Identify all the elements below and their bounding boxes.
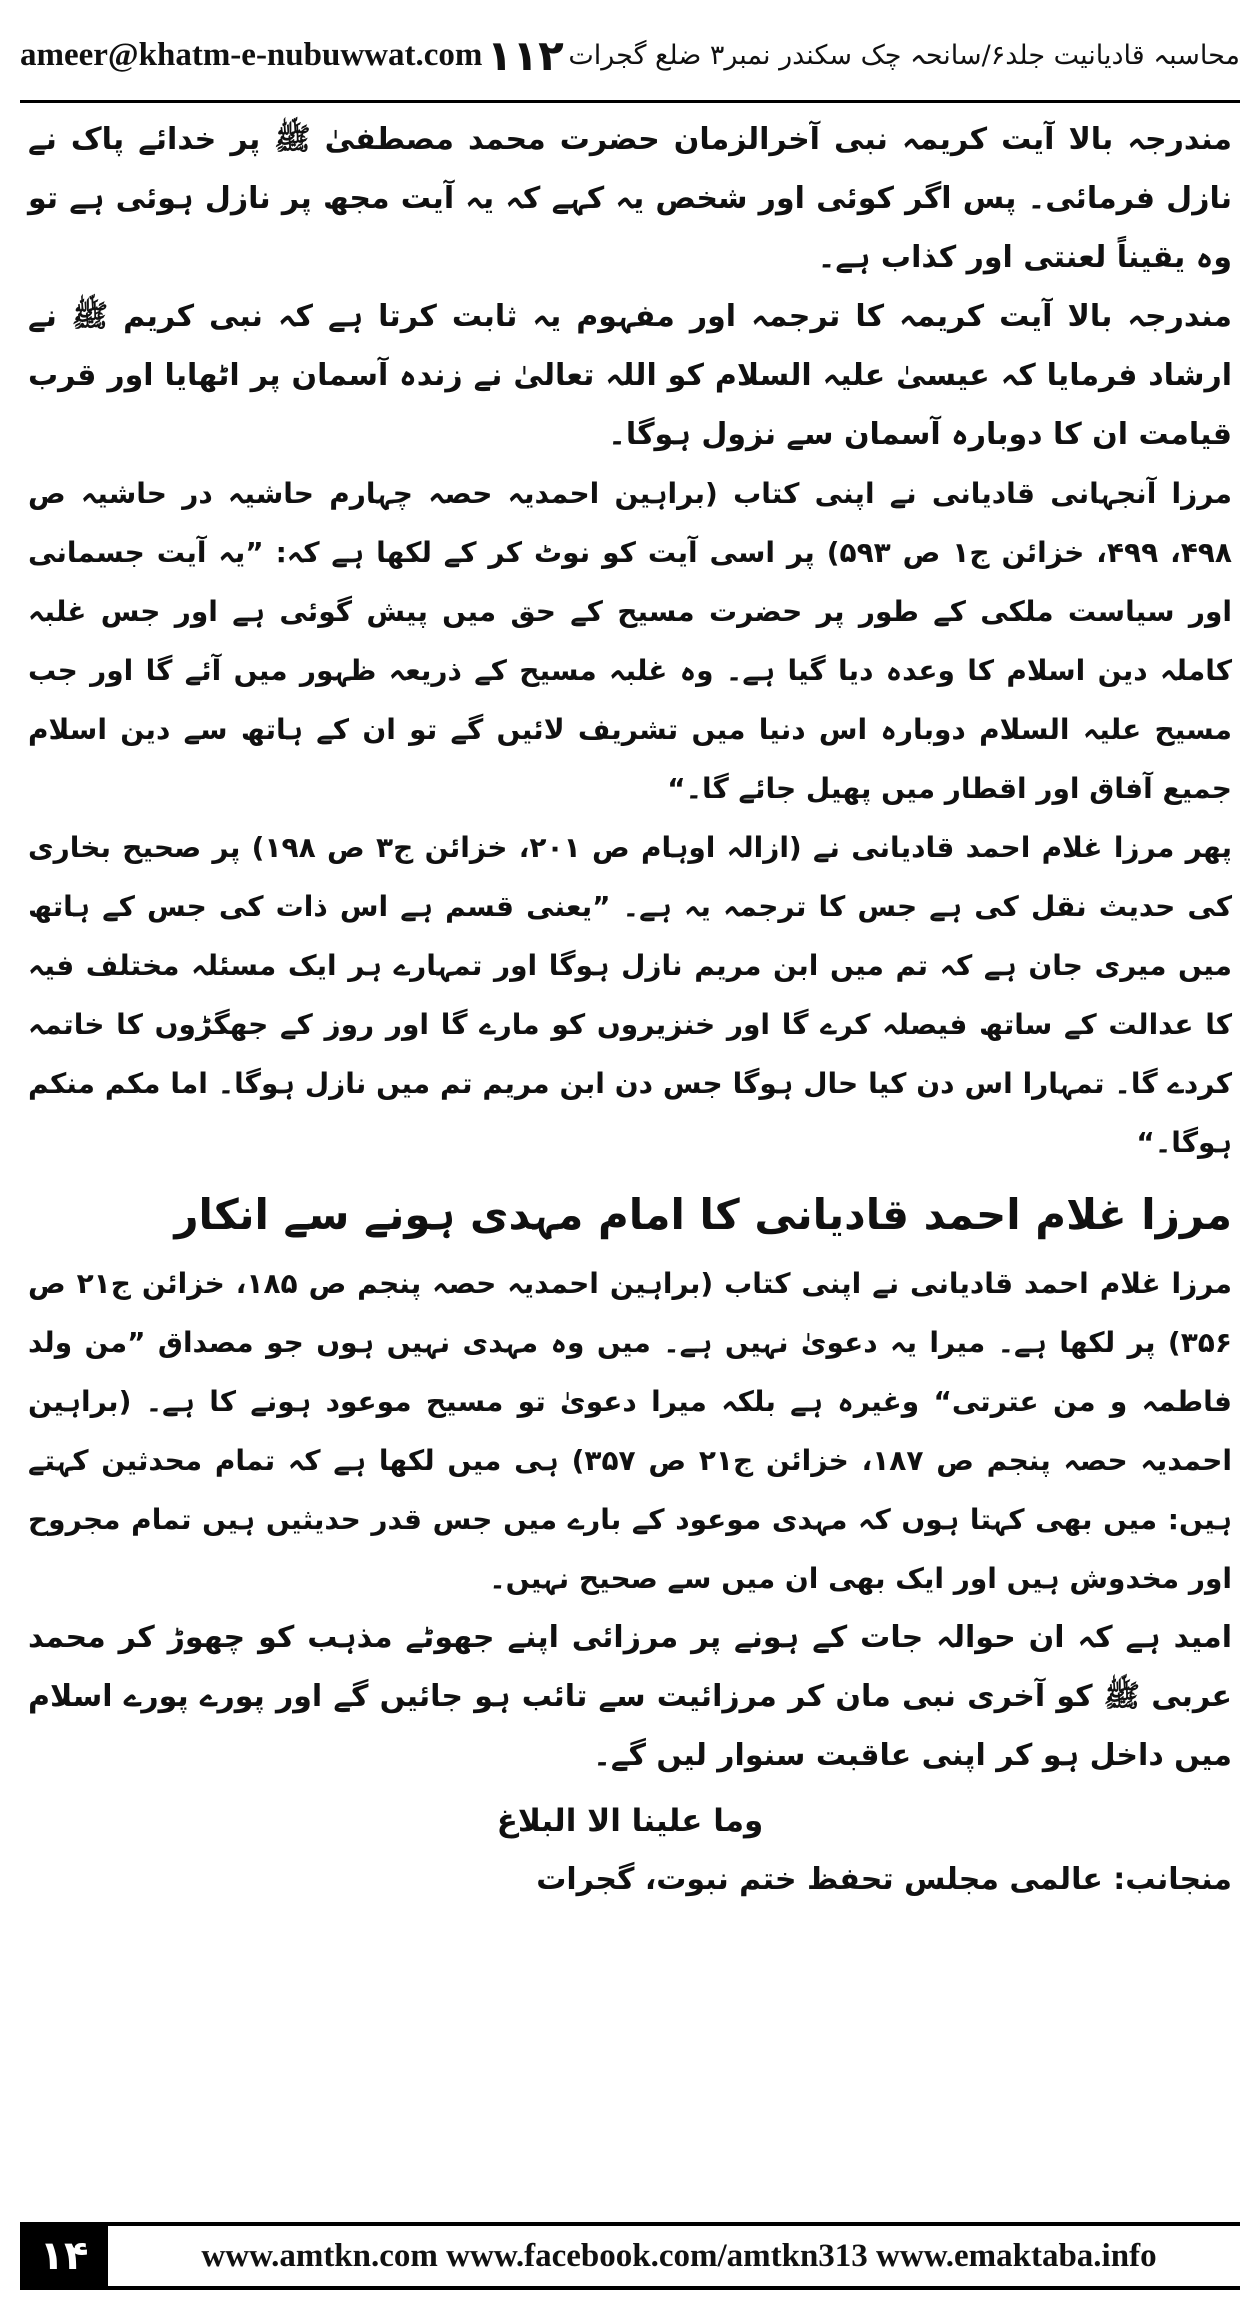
footer-page-number: ۱۴ [20,2222,108,2290]
header-running-title: محاسبہ قادیانیت جلد۶/سانحہ چک سکندر نمبر۳ ضلع گجرات [568,39,1240,71]
paragraph-6: امید ہے کہ ان حوالہ جات کے ہونے پر مرزائی اپنے جھوٹے مذہب کو چھوڑ کر محمد عربی ﷺ کو آخری نبی مان کر مرزائیت سے تائب ہو جائیں گے اور پورے پورے اسلام میں داخل ہو کر اپنی عاقبت سنوار لیں گے۔ [28,1620,1232,1773]
page-header [20,20,1240,90]
paragraph-1: مندرجہ بالا آیت کریمہ نبی آخرالزمان حضرت محمد مصطفیٰ ﷺ پر خدائے پاک نے نازل فرمائی۔ پس اگر کوئی اور شخص یہ کہے کہ یہ آیت مجھ پر نازل ہوئی ہے تو وہ یقیناً لعنتی اور کذاب ہے۔ [28,122,1232,275]
closing-line: وما علینا الا البلاغ [496,1803,764,1839]
from-line: منجانب: عالمی مجلس تحفظ ختم نبوت، گجرات [536,1862,1232,1897]
paragraph-2: مندرجہ بالا آیت کریمہ کا ترجمہ اور مفہوم یہ ثابت کرتا ہے کہ نبی کریم ﷺ نے ارشاد فرمایا کہ عیسیٰ علیہ السلام کو اللہ تعالیٰ نے زندہ آسمان پر اٹھایا اور قرب قیامت ان کا دوبارہ آسمان سے نزول ہوگا۔ [28,299,1232,452]
section-heading: مرزا غلام احمد قادیانی کا امام مہدی ہونے سے انکار [174,1190,1232,1239]
footer-urls: www.amtkn.com www.facebook.com/amtkn313 www.emaktaba.info [108,2222,1240,2290]
paragraph-5: مرزا غلام احمد قادیانی نے اپنی کتاب (براہین احمدیہ حصہ پنجم ص ۱۸۵، خزائن ج۲۱ ص ۳۵۶) پر لکھا ہے۔ میرا یہ دعویٰ نہیں ہے۔ میں وہ مہدی نہیں ہوں جو مصداق ”من ولد فاطمہ و من عترتی“ وغیرہ ہے بلکہ میرا دعویٰ تو مسیح موعود ہونے کا ہے۔ (براہین احمدیہ حصہ پنجم ص ۱۸۷، خزائن ج۲۱ ص ۳۵۷) ہی میں لکھا ہے کہ تمام محدثین کہتے ہیں: میں بھی کہتا ہوں کہ مہدی موعود کے بارے میں جس قدر حدیثیں ہیں تمام مجروح اور مخدوش ہیں اور ایک بھی ان میں سے صحیح نہیں۔ [28,1267,1233,1595]
paragraph-4: پھر مرزا غلام احمد قادیانی نے (ازالہ اوہام ص ۲۰۱، خزائن ج۳ ص ۱۹۸) پر صحیح بخاری کی حدیث نقل کی ہے جس کا ترجمہ یہ ہے۔ ”یعنی قسم ہے اس ذات کی جس کے ہاتھ میں میری جان ہے کہ تم میں ابن مریم نازل ہوگا اور تمہارے ہر ایک مسئلہ مختلف فیہ کا عدالت کے ساتھ فیصلہ کرے گا اور خنزیروں کو مارے گا اور روز کے جھگڑوں کا خاتمہ کردے گا۔ تمہارا اس دن کیا حال ہوگا جس دن ابن مریم تم میں نازل ہوگا۔ اما مکم منکم ہوگا۔“ [28,831,1232,1159]
header-page-number: ١١٢ [486,30,564,80]
header-email: ameer@khatm-e-nubuwwat.com [20,36,483,73]
header-rule [20,100,1240,103]
page-footer [20,2222,1240,2290]
paragraph-3: مرزا آنجہانی قادیانی نے اپنی کتاب (براہین احمدیہ حصہ چہارم حاشیہ در حاشیہ ص ۴۹۸، ۴۹۹، خزائن ج۱ ص ۵۹۳) پر اسی آیت کو نوٹ کر کے لکھا ہے کہ: ”یہ آیت جسمانی اور سیاست ملکی کے طور پر حضرت مسیح کے حق میں پیش گوئی ہے اور جس غلبہ کاملہ دین اسلام کا وعدہ دیا گیا ہے۔ وہ غلبہ مسیح کے ذریعہ ظہور میں آئے گا اور جب مسیح علیہ السلام دوبارہ اس دنیا میں تشریف لائیں گے تو ان کے ہاتھ سے دین اسلام جمیع آفاق اور اقطار میں پھیل جائے گا۔“ [28,477,1232,805]
page-content [28,110,1232,1909]
